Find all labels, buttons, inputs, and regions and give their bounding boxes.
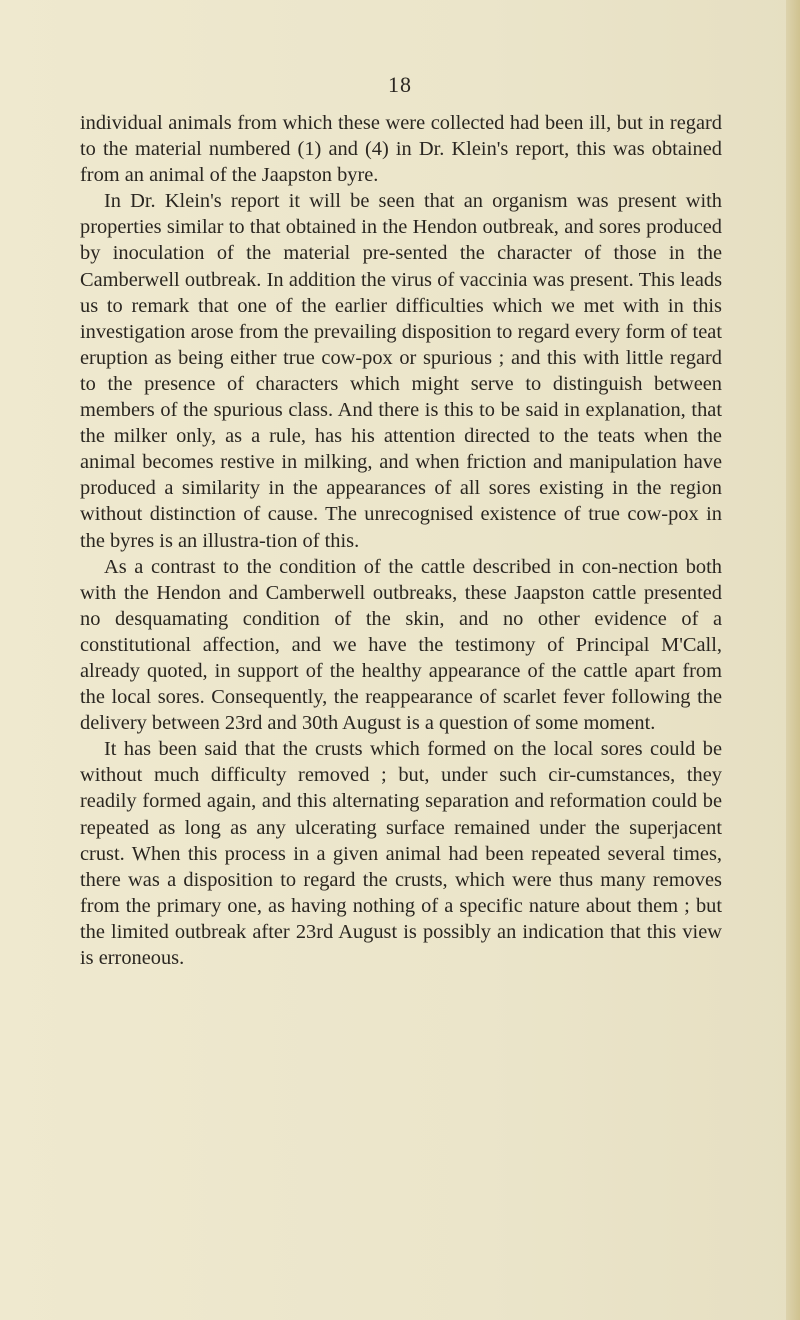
paragraph-4: It has been said that the crusts which formed on the local sores could be without much difficulty removed ; but, under such cir-cumstances, they readily formed again, and this alternating separation and reformation could be repeated as long as any ulcerating surface remained under the superjacent crust. When this process in a given animal had been repeated several times, there was a disposition to regard the crusts, which were thus many removes from the primary one, as having nothing of a specific nature about them ; but the limited outbreak after 23rd August is possibly an indication that this view is erroneous. xyxy=(80,738,722,969)
body-text xyxy=(80,110,722,971)
paragraph-2: In Dr. Klein's report it will be seen that an organism was present with properties similar to that obtained in the Hendon outbreak, and sores produced by inoculation of the material pre-sented the character of those in the Camberwell outbreak. In addition the virus of vaccinia was present. This leads us to remark that one of the earlier difficulties which we met with in this investigation arose from the prevailing disposition to regard every form of teat eruption as being either true cow-pox or spurious ; and this with little regard to the presence of characters which might serve to distinguish between members of the spurious class. And there is this to be said in explanation, that the milker only, as a rule, has his attention directed to the teats when the animal becomes restive in milking, and when friction and manipulation have produced a similarity in the appearances of all sores existing in the region without distinction of cause. The unrecognised existence of true cow-pox in the byres is an illustra-tion of this. xyxy=(80,190,722,552)
paragraph-1: individual animals from which these were collected had been ill, but in regard to the material numbered (1) and (4) in Dr. Klein's report, this was obtained from an animal of the Jaapston byre. xyxy=(80,112,722,187)
paragraph-3: As a contrast to the condition of the cattle described in con-nection both with the Hendon and Camberwell outbreaks, these Jaapston cattle presented no desquamating condition of the skin, and no other evidence of a constitutional affection, and we have the testimony of Principal M'Call, already quoted, in support of the healthy appearance of the cattle apart from the local sores. Consequently, the reappearance of scarlet fever following the delivery between 23rd and 30th August is a question of some moment. xyxy=(80,555,722,735)
page-number: 18 xyxy=(388,72,412,97)
page-edge-shadow xyxy=(786,0,800,1320)
